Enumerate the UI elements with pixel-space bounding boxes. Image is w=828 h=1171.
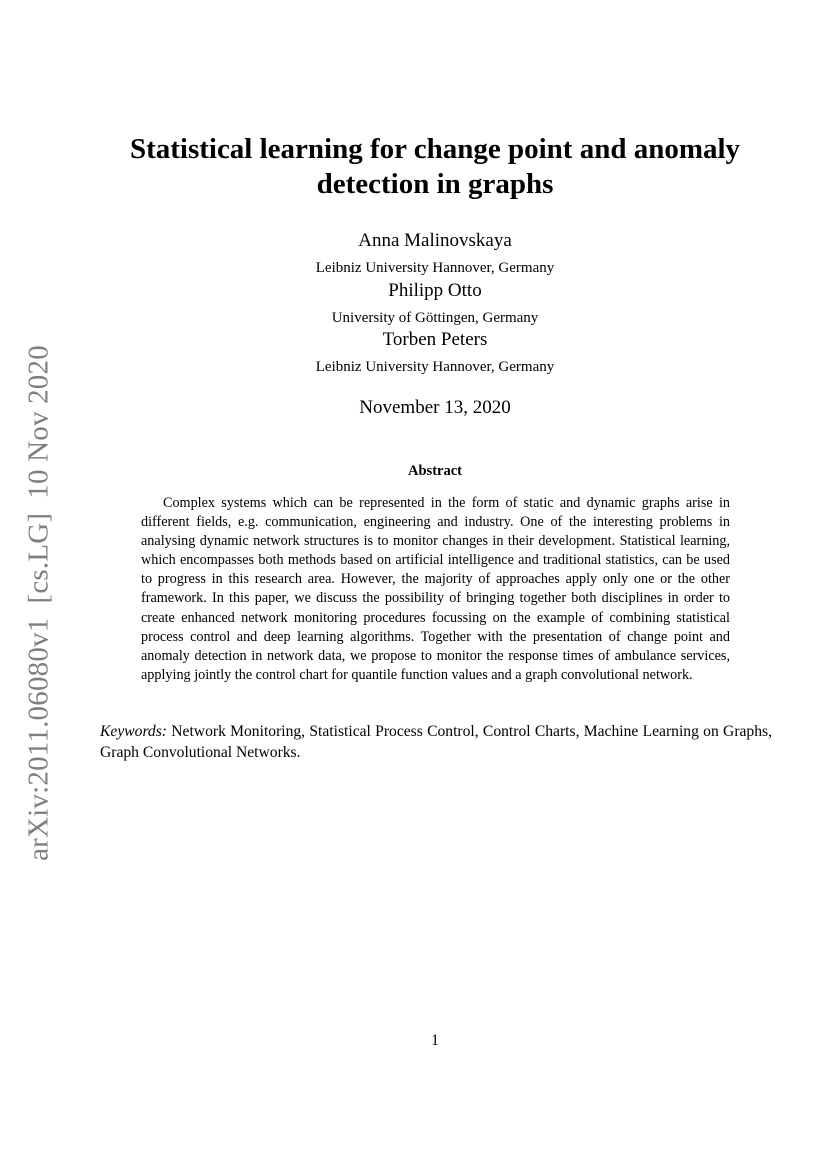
- author-name: Anna Malinovskaya: [358, 230, 512, 251]
- arxiv-id: arXiv:2011.06080v1: [22, 617, 55, 861]
- author-affiliation: Leibniz University Hannover, Germany: [315, 260, 555, 276]
- keywords-label: Keywords:: [100, 723, 167, 740]
- keywords-list: Network Monitoring, Statistical Process Control, Control Charts, Machine Learning on Graphs, Graph Convolutional Networks.: [100, 723, 772, 761]
- paper-title-line-1: Statistical learning for change point and anomaly: [129, 133, 741, 165]
- author-affiliation: Leibniz University Hannover, Germany: [315, 359, 555, 375]
- paper-title: [100, 132, 770, 202]
- author-name: Philipp Otto: [388, 280, 482, 301]
- arxiv-identifier-stamp: [23, 345, 56, 861]
- author-name: Torben Peters: [382, 329, 488, 350]
- keywords-paragraph: [100, 721, 772, 763]
- abstract-heading: Abstract: [408, 463, 462, 479]
- arxiv-date: 10 Nov 2020: [22, 345, 55, 499]
- paper-title-line-2: detection in graphs: [316, 168, 554, 200]
- paper-date: November 13, 2020: [359, 397, 511, 418]
- author-affiliation: University of Göttingen, Germany: [331, 310, 539, 326]
- abstract-body: Complex systems which can be represented in the form of static and dynamic graphs arise in different fields, e.g. communication, engineering and industry. One of the interesting problems in analysing dynamic network structures is to monitor changes in their development. Statistical learning, which encompasses both methods based on artificial intelligence and traditional statistics, can be used to progress in this research area. However, the majority of approaches apply only one or the other framework. In this paper, we discuss the possibility of bringing together both disciplines in order to create enhanced network monitoring procedures focussing on the example of combining statistical process control and deep learning algorithms. Together with the presentation of change point and anomaly detection in network data, we propose to monitor the response times of ambulance services, applying jointly the control chart for quantile function values and a graph convolutional network.: [141, 495, 730, 683]
- arxiv-category: [cs.LG]: [22, 512, 55, 604]
- page-number: 1: [431, 1032, 439, 1049]
